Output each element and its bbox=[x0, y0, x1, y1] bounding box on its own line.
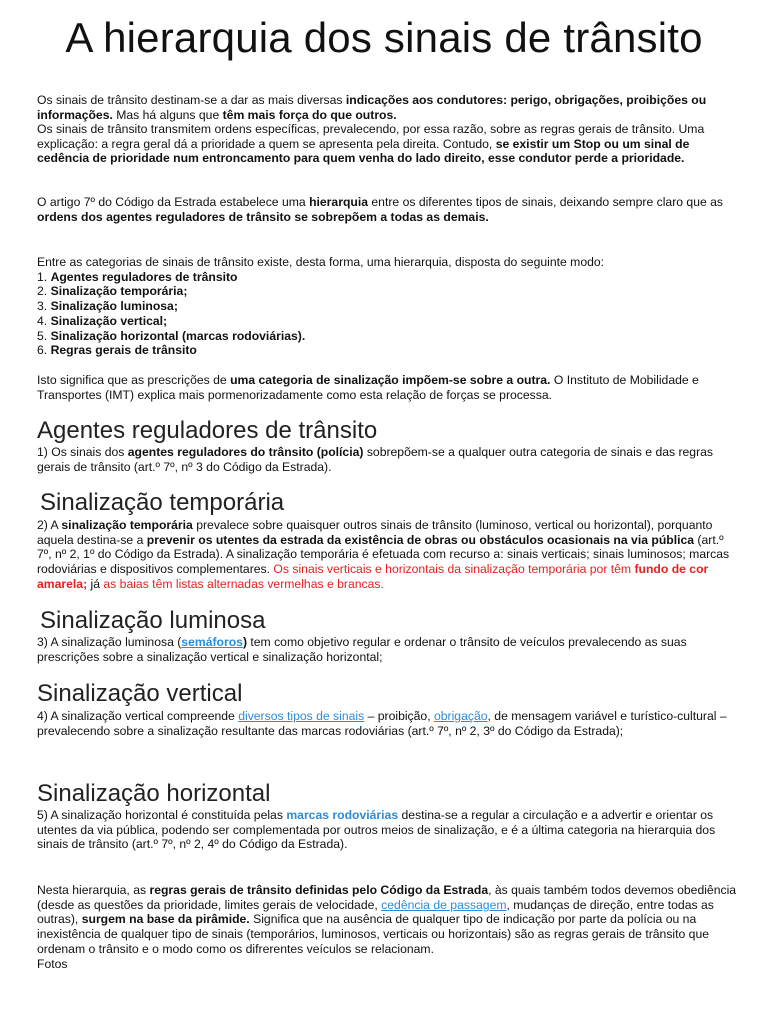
section-body-agentes bbox=[37, 445, 737, 474]
section-text: 5) A sinalização horizontal é constituída pelas bbox=[37, 808, 287, 822]
categories-block bbox=[37, 255, 737, 358]
article-bold: ordens dos agentes reguladores de trânsito se sobrepõem a todas as demais. bbox=[37, 209, 489, 224]
section-heading-agentes: Agentes reguladores de trânsito bbox=[37, 417, 378, 444]
article-text: entre os diferentes tipos de sinais, deixando sempre claro que as bbox=[368, 195, 724, 209]
list-item bbox=[37, 299, 737, 314]
section-text: , de mensagem variável e turístico-cultural – prevalecendo sobre a sinalização resultante das marcas rodoviárias (art.º 7º, nº 2, 3º do Código da Estrada); bbox=[37, 709, 727, 738]
section-body-vertical bbox=[37, 709, 737, 738]
section-bold: sinalização temporária bbox=[61, 518, 193, 532]
section-heading-vertical: Sinalização vertical bbox=[37, 680, 243, 707]
list-item bbox=[37, 329, 737, 344]
section-heading-horizontal: Sinalização horizontal bbox=[37, 780, 271, 807]
section-body-luminosa bbox=[37, 635, 737, 664]
section-text: prevalece sobre quaisquer outros sinais de trânsito (luminoso, vertical ou horizontal), porquanto aquela destina-se a bbox=[37, 518, 713, 547]
list-item bbox=[37, 270, 737, 285]
intro-bold: se existir um Stop ou um sinal de cedência de prioridade num entroncamento para quem venha do lado direito, esse condutor perde a prioridade. bbox=[37, 136, 690, 166]
section-red-text: Os sinais verticais e horizontais da sinalização temporária por têm bbox=[273, 562, 635, 577]
list-item-label: Sinalização temporária; bbox=[50, 284, 188, 299]
closing-text: , mudanças de direção, entre todas as outras), bbox=[37, 897, 714, 927]
intro-paragraph-2 bbox=[37, 122, 737, 166]
intro-bold: têm mais força do que outros. bbox=[222, 107, 397, 122]
meaning-text: Isto significa que as prescrições de bbox=[37, 373, 231, 387]
list-item-label: Sinalização luminosa; bbox=[50, 299, 178, 314]
closing-bold: surgem na base da pirâmide. bbox=[81, 912, 250, 927]
section-heading-temporaria: Sinalização temporária bbox=[40, 489, 285, 516]
list-item-number: 3. bbox=[37, 299, 51, 314]
section-text: 1) Os sinais dos bbox=[37, 445, 128, 459]
semaforos-link[interactable]: semáforos bbox=[181, 635, 243, 649]
section-heading-luminosa: Sinalização luminosa bbox=[40, 607, 266, 634]
section-bold: prevenir os utentes da estrada da existência de obras ou obstáculos ocasionais na via pública bbox=[146, 532, 695, 547]
closing-text: , às quais também todos devemos obediência (desde as questões da prioridade, limites gerais de velocidade, bbox=[37, 883, 737, 912]
section-text: 2) A bbox=[37, 518, 62, 532]
section-bold: ) bbox=[242, 635, 247, 649]
marcas-rodoviarias-highlight: marcas rodoviárias bbox=[286, 808, 399, 822]
list-item bbox=[37, 284, 737, 299]
section-text: 4) A sinalização vertical compreende bbox=[37, 709, 239, 723]
cedencia-de-passagem-link[interactable]: cedência de passagem bbox=[381, 897, 507, 912]
article-paragraph bbox=[37, 195, 737, 224]
list-item-number: 1. bbox=[37, 269, 51, 284]
section-bold: agentes reguladores do trânsito (polícia) bbox=[127, 445, 364, 459]
obrigacao-link[interactable]: obrigação bbox=[433, 709, 488, 723]
list-item bbox=[37, 343, 737, 358]
list-item-label: Agentes reguladores de trânsito bbox=[50, 269, 238, 284]
closing-text: Nesta hierarquia, as bbox=[37, 883, 150, 897]
categories-intro: Entre as categorias de sinais de trânsito existe, desta forma, uma hierarquia, disposta do seguinte modo: bbox=[37, 255, 605, 269]
list-item-number: 6. bbox=[37, 343, 51, 358]
list-item-label: Sinalização horizontal (marcas rodoviárias). bbox=[50, 328, 306, 343]
list-item-number: 5. bbox=[37, 328, 51, 343]
section-body-temporaria bbox=[37, 518, 737, 592]
meaning-text: O Instituto de Mobilidade e Transportes (IMT) explica mais pormenorizadamente como esta relação de forças se processa. bbox=[37, 373, 699, 402]
intro-paragraph-1 bbox=[37, 93, 737, 122]
section-text: já bbox=[87, 576, 104, 591]
article-bold: hierarquia bbox=[309, 195, 369, 209]
closing-paragraph bbox=[37, 883, 737, 971]
list-item bbox=[37, 314, 737, 329]
section-text: sobrepõem-se a qualquer outra categoria de sinais e das regras gerais de trânsito (art.º 7º, nº 3 do Código da Estrada). bbox=[37, 445, 714, 474]
article-text: O artigo 7º do Código da Estrada estabelece uma bbox=[37, 195, 310, 209]
section-text: (art.º 7º, nº 2, 1º do Código da Estrada). A sinalização temporária é efetuada com recurso a: sinais verticais; sinais luminosos; marcas rodoviárias e dispositivos complementares. bbox=[37, 532, 730, 577]
intro-text: Os sinais de trânsito destinam-se a dar as mais diversas bbox=[37, 93, 346, 107]
closing-bold: regras gerais de trânsito definidas pelo Código da Estrada bbox=[149, 883, 489, 897]
meaning-bold: uma categoria de sinalização impõem-se sobre a outra. bbox=[230, 373, 551, 387]
page-title: A hierarquia dos sinais de trânsito bbox=[65, 14, 703, 61]
list-item-number: 2. bbox=[37, 284, 51, 299]
meaning-paragraph bbox=[37, 373, 737, 402]
fotos-label: Fotos bbox=[37, 956, 68, 971]
list-item-label: Sinalização vertical; bbox=[50, 313, 168, 328]
section-text: destina-se a regular a circulação e a advertir e orientar os utentes da via pública, podendo ser complementada por outros meios de sinalização, e é a última categoria na hierarquia dos sinais de trânsito (art.º 7º, nº 2, 4º do Código da Estrada). bbox=[37, 808, 716, 852]
intro-text: Os sinais de trânsito transmitem ordens específicas, prevalecendo, por essa razão, sobre as regras gerais de trânsito. Uma explicação: a regra geral dá a prioridade a quem se apresenta pela direita. Contudo, bbox=[37, 122, 705, 151]
list-item-label: Regras gerais de trânsito bbox=[50, 343, 197, 358]
diversos-tipos-de-sinais-link[interactable]: diversos tipos de sinais bbox=[238, 709, 365, 723]
section-body-horizontal bbox=[37, 808, 737, 852]
section-text: 3) A sinalização luminosa ( bbox=[37, 635, 182, 649]
section-text: – proibição, bbox=[364, 709, 434, 723]
categories-list bbox=[37, 270, 737, 358]
section-red-text: as baias têm listas alternadas vermelhas e brancas. bbox=[103, 576, 384, 591]
intro-bold: indicações aos condutores: perigo, obrigações, proibições ou informações. bbox=[37, 93, 707, 122]
section-text: tem como objetivo regular e ordenar o trânsito de veículos prevalecendo as suas prescrições sobre a sinalização vertical e sinalização horizontal; bbox=[37, 635, 687, 664]
section-red-bold: fundo de cor amarela; bbox=[37, 562, 709, 591]
closing-text: Significa que na ausência de qualquer tipo de indicação por parte da polícia ou na inexistência de qualquer tipo de sinais (temporários, luminosos, verticais ou horizontais) são as regras gerais de trânsito que ordenam o trânsito e o modo como os difrerentes veículos se relacionam. bbox=[37, 912, 710, 956]
list-item-number: 4. bbox=[37, 313, 51, 328]
intro-text: Mas há alguns que bbox=[112, 107, 223, 122]
